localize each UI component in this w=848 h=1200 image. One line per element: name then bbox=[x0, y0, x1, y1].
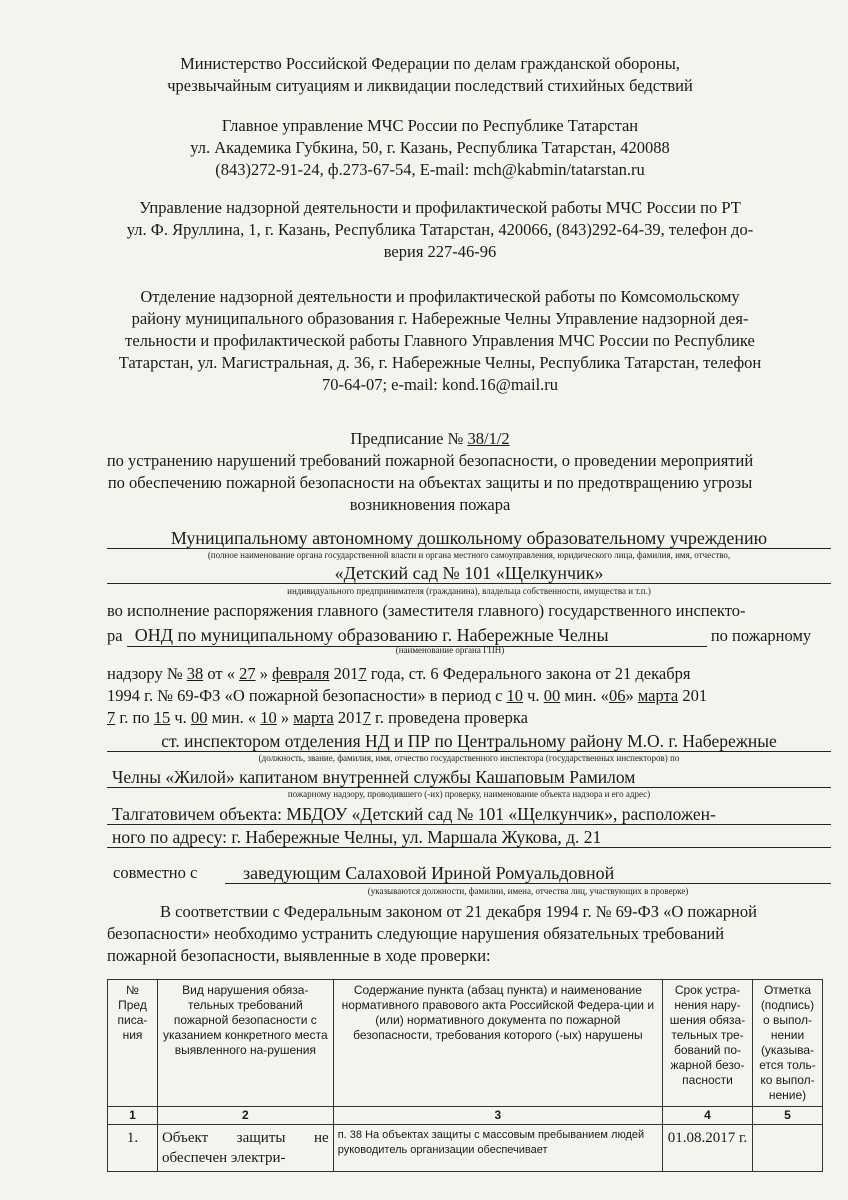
table-header-row bbox=[108, 980, 823, 1107]
inspector-line4: ного по адресу: г. Набережные Челны, ул. Маршала Жукова, д. 21 bbox=[112, 827, 602, 847]
gpn-body-name: ОНД по муниципальному образованию г. Набережные Челны bbox=[127, 624, 707, 647]
row-deadline: 01.08.2017 г. bbox=[663, 1125, 753, 1172]
row-norm: п. 38 На объектах защиты с массовым пребыванием людей руководитель организации обеспечивает bbox=[333, 1125, 662, 1172]
main-directorate-header: Главное управление МЧС России по Республике Татарстан ул. Академика Губкина, 50, г. Казань, Республика Татарстан, 420088 (843)272-91-24, ф.273-67-54, E-mail: mch@kabmin/tatarstan.ru bbox=[190, 116, 670, 179]
prescription-number: 38/1/2 bbox=[467, 429, 510, 448]
table-row bbox=[108, 1125, 823, 1172]
order-text-line3: надзору № 38 от « 27 » февраля 2017 года, ст. 6 Федерального закона от 21 декабря bbox=[107, 664, 691, 683]
header-deadline: Срок устра-нения нару-шения обяза-тельных тре-бований по-жарной безо-пасности bbox=[663, 980, 753, 1107]
order-month: февраля bbox=[272, 664, 330, 683]
gpn-caption: (наименование органа ГПН) bbox=[395, 645, 505, 655]
jointly-caption: (указываются должности, фамилии, имена, отчества лиц, участвующих в проверке) bbox=[367, 886, 689, 896]
ministry-header: Министерство Российской Федерации по делам гражданской обороны, чрезвычайным ситуациям и ликвидации последствий стихийных бедствий bbox=[167, 54, 693, 95]
start-minute: 00 bbox=[543, 686, 561, 705]
recipient-caption-2: индивидуального предпринимателя (гражданина), владельца собственности, имущества и т.п.) bbox=[287, 586, 651, 596]
inspector-line2: Челны «Жилой» капитаном внутренней службы Кашаповым Рамилом bbox=[112, 767, 636, 787]
end-year-digit: 7 bbox=[362, 708, 371, 727]
row-violation: Объект защиты не обеспечен электри- bbox=[157, 1125, 333, 1172]
order-number: 38 bbox=[186, 664, 204, 683]
order-text-line4: 1994 г. № 69-ФЗ «О пожарной безопасности» в период с 10 ч. 00 мин. «06» марта 201 bbox=[107, 686, 708, 705]
recipient-name-line2: «Детский сад № 101 «Щелкунчик» bbox=[334, 563, 604, 583]
row-mark bbox=[752, 1125, 822, 1172]
order-text-line1: во исполнение распоряжения главного (заместителя главного) государственного инспекто- bbox=[107, 601, 746, 620]
order-text-line5: 7 г. по 15 ч. 00 мин. « 10 » марта 2017 г. проведена проверка bbox=[107, 708, 528, 727]
end-minute: 00 bbox=[190, 708, 208, 727]
jointly-participants: заведующим Салаховой Ириной Ромуальдовной bbox=[243, 863, 615, 883]
recipient-caption-1: (полное наименование органа государственной власти и органа местного самоуправления, юридического лица, фамилия, имя, отчество, bbox=[207, 550, 731, 560]
legal-basis-line3: пожарной безопасности, выявленные в ходе проверки: bbox=[107, 946, 491, 965]
start-year-digit: 7 bbox=[107, 708, 116, 727]
start-hour: 10 bbox=[506, 686, 524, 705]
start-month: марта bbox=[637, 686, 679, 705]
order-day: 27 bbox=[239, 664, 256, 683]
header-completion-mark: Отметка (подпись) о выпол-нении (указыва-ется толь-ко выпол-нение) bbox=[752, 980, 822, 1107]
header-norm-content: Содержание пункта (абзац пункта) и наименование нормативного правового акта Российской Федера-ции и (или) нормативного документа по пожарной безопасности, требования которого (-ых) нарушены bbox=[333, 980, 662, 1107]
legal-basis-line1: В соответствии с Федеральным законом от 21 декабря 1994 г. № 69-ФЗ «О пожарной bbox=[160, 902, 757, 921]
violations-table bbox=[107, 979, 823, 1172]
inspector-line1: ст. инспектором отделения НД и ПР по Центральному району М.О. г. Набережные bbox=[161, 731, 777, 751]
start-day: 06 bbox=[608, 686, 626, 705]
end-month: марта bbox=[293, 708, 334, 727]
inspector-caption-1: (должность, звание, фамилия, имя, отчество государственного инспектора (государственных инспекторов) по bbox=[258, 753, 680, 763]
row-number: 1. bbox=[108, 1125, 158, 1172]
header-prescription-no: № Пред писа-ния bbox=[108, 980, 158, 1107]
end-hour: 15 bbox=[153, 708, 171, 727]
end-day: 10 bbox=[260, 708, 277, 727]
legal-basis-line2: безопасности» необходимо устранить следующие нарушения обязательных требований bbox=[107, 924, 725, 943]
document-title: Предписание № 38/1/2 по устранению нарушений требований пожарной безопасности, о проведении мероприятий по обеспечению пожарной безопасности на объектах защиты и по предотвращению угрозы возникновения пожара bbox=[106, 429, 754, 514]
inspector-line3: Талгатовичем объекта: МБДОУ «Детский сад № 101 «Щелкунчик», расположен- bbox=[112, 804, 716, 824]
table-column-numbers: 1 2 3 4 5 bbox=[108, 1107, 823, 1125]
inspector-caption-2: пожарному надзору, проводившего (-их) проверку, наименование объекта надзора и его адрес) bbox=[287, 789, 651, 799]
supervision-directorate-header: Управление надзорной деятельности и профилактической работы МЧС России по РТ ул. Ф. Яруллина, 1, г. Казань, Республика Татарстан, 420066, (843)292-64-39, телефон до- верия 227-46-96 bbox=[126, 198, 754, 261]
header-violation-type: Вид нарушения обяза-тельных требований пожарной безопасности с указанием конкретного места выявленного на-рушения bbox=[157, 980, 333, 1107]
recipient-name-line1: Муниципальному автономному дошкольному образовательному учреждению bbox=[170, 528, 768, 548]
order-year-digit: 7 bbox=[358, 664, 367, 683]
order-text-line2: ра ОНД по муниципальному образованию г. Набережные Челны по пожарному bbox=[107, 625, 812, 645]
jointly-label: совместно с bbox=[113, 863, 198, 882]
department-header: Отделение надзорной деятельности и профилактической работы по Комсомольскому району муниципального образования г. Набережные Челны Управление надзорной дея- тельности и профилактической работы Главного Управления МЧС России по Республике Татарстан, ул. Магистральная, д. 36, г. Набережные Челны, Республика Татарстан, телефон 70-64-07; e-mail: kond.16@mail.ru bbox=[118, 287, 762, 394]
